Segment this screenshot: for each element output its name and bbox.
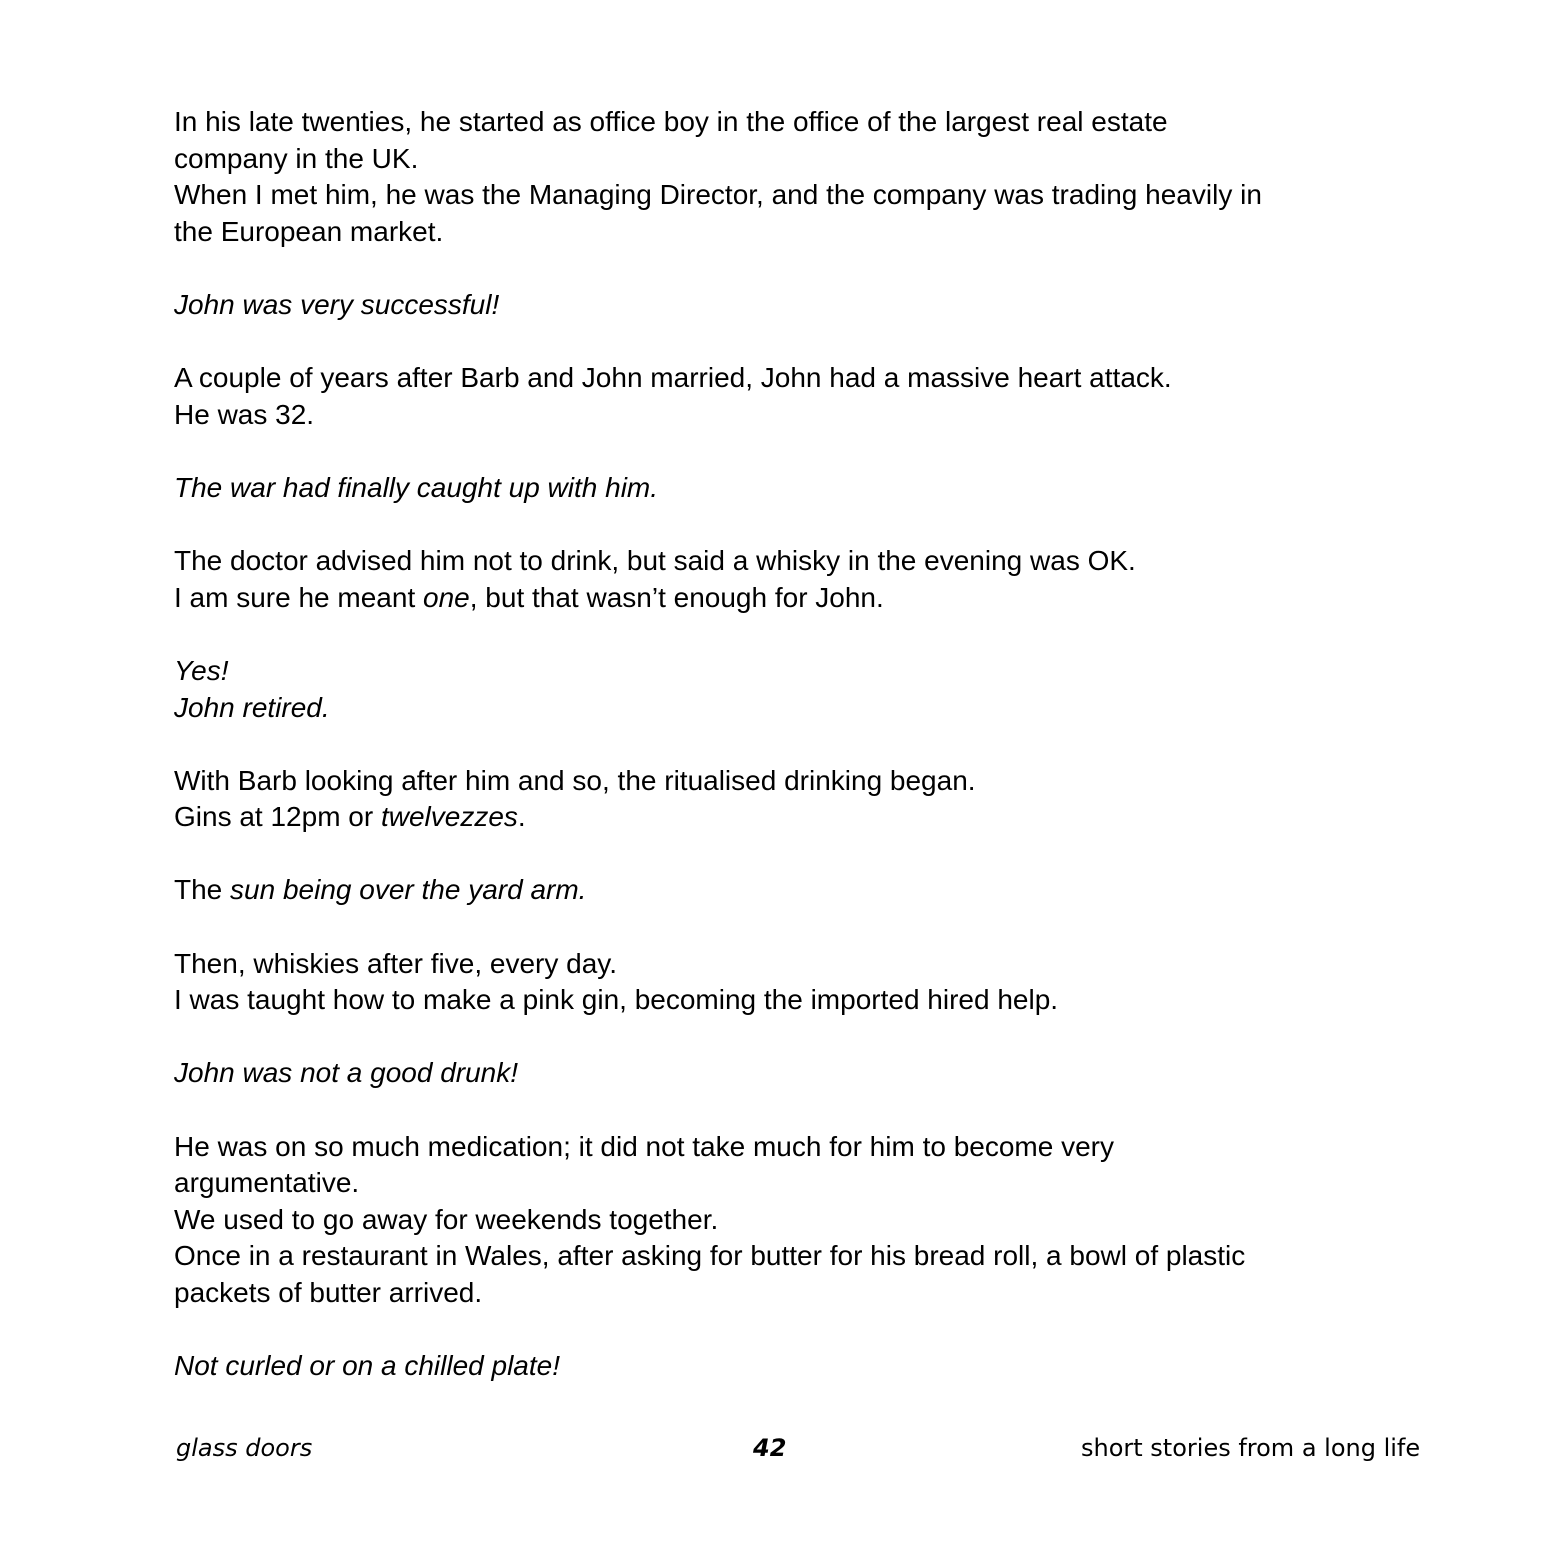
italic-aside: John was not a good drunk! — [174, 1057, 519, 1089]
italic-aside — [174, 653, 1404, 726]
text-line: Then, whiskies after five, every day. — [174, 947, 617, 979]
paragraph — [174, 763, 1404, 836]
text-line: argumentative. — [174, 1167, 360, 1199]
page-number: 42 — [753, 1434, 787, 1462]
paragraph — [174, 104, 1404, 250]
page-footer — [0, 1434, 1557, 1474]
text-line: The sun being over the yard arm. — [174, 874, 587, 906]
text-line: I was taught how to make a pink gin, becoming the imported hired help. — [174, 984, 1059, 1016]
paragraph — [174, 543, 1404, 616]
paragraph — [174, 1129, 1404, 1312]
italic-aside: John was very successful! — [174, 288, 500, 320]
text-line: the European market. — [174, 215, 444, 247]
text-line: In his late twenties, he started as office boy in the office of the largest real estate — [174, 106, 1168, 137]
emphasis: one — [423, 581, 470, 613]
text-line: He was 32. — [174, 398, 315, 430]
text-line: The doctor advised him not to drink, but said a whisky in the evening was OK. — [174, 545, 1136, 577]
text-line: We used to go away for weekends together. — [174, 1203, 719, 1235]
page-body — [174, 104, 1404, 1385]
text-line: I am sure he meant one, but that wasn’t enough for John. — [174, 581, 884, 613]
emphasis: sun being over the yard arm. — [230, 874, 587, 906]
series-title: short stories from a long life — [1081, 1434, 1421, 1462]
italic-aside: Not curled or on a chilled plate! — [174, 1350, 560, 1382]
book-title: glass doors — [176, 1434, 313, 1462]
emphasis: twelvezzes — [380, 801, 518, 833]
text-line: Yes! — [174, 654, 229, 686]
text-line: Once in a restaurant in Wales, after asking for butter for his bread roll, a bowl of plastic — [174, 1240, 1246, 1272]
text-line: When I met him, he was the Managing Director, and the company was trading heavily in — [174, 179, 1262, 211]
text-line: John retired. — [174, 691, 330, 723]
text-line: A couple of years after Barb and John married, John had a massive heart attack. — [174, 362, 1172, 394]
text-line: packets of butter arrived. — [174, 1277, 483, 1308]
italic-aside: The war had finally caught up with him. — [174, 471, 659, 503]
text-line: Gins at 12pm or twelvezzes. — [174, 801, 526, 833]
text-line: With Barb looking after him and so, the ritualised drinking began. — [174, 764, 976, 796]
text-line: He was on so much medication; it did not take much for him to become very — [174, 1130, 1114, 1162]
paragraph — [174, 360, 1404, 433]
text-line: company in the UK. — [174, 142, 419, 174]
paragraph — [174, 946, 1404, 1019]
